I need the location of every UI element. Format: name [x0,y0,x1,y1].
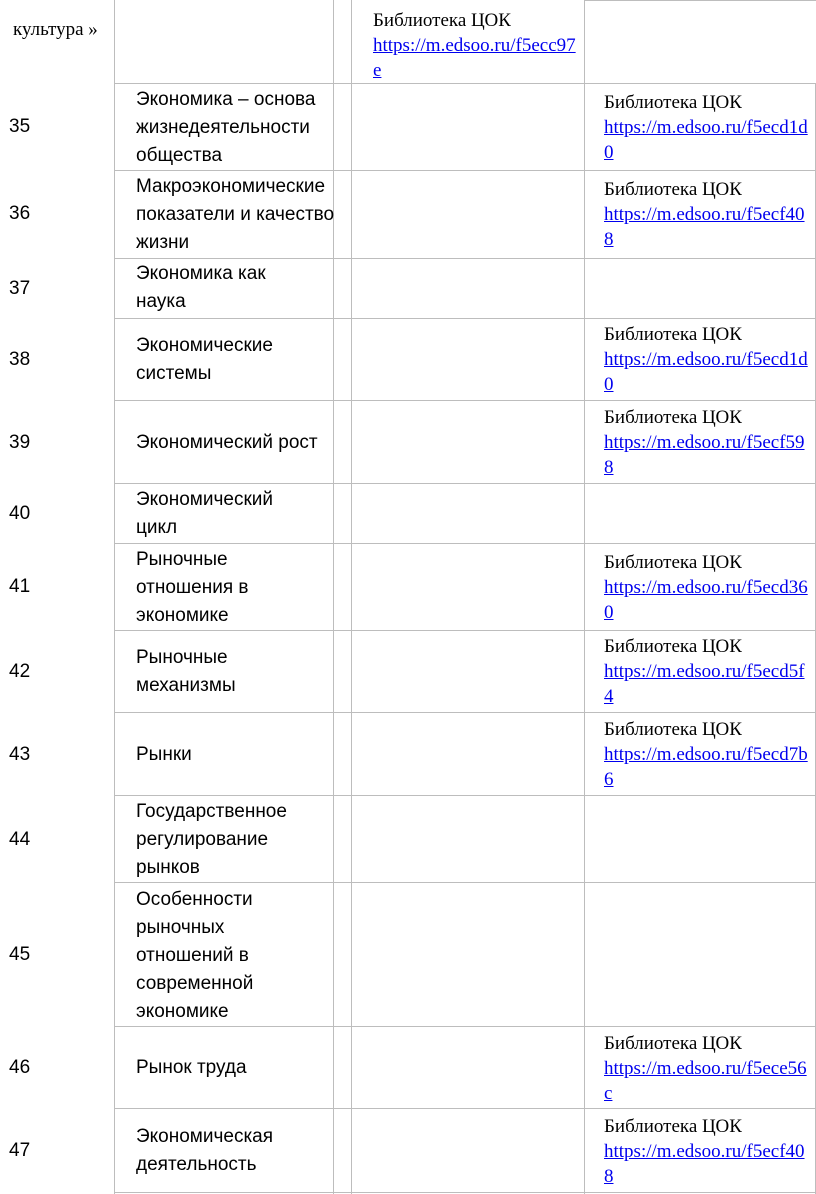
library-cell [604,405,812,480]
library-link[interactable]: https://m.edsoo.ru/f5ecf408 [604,204,805,250]
library-link[interactable]: https://m.edsoo.ru/f5ecd7b6 [604,744,808,790]
library-link[interactable]: https://m.edsoo.ru/f5ecc97e [373,35,576,81]
library-cell [604,717,812,792]
library-cell [604,634,812,709]
row-border [114,543,816,544]
column-border [351,0,352,1194]
library-title: Библиотека ЦОК [604,1033,742,1054]
row-border [114,630,816,631]
library-cell [604,550,812,625]
library-title: Библиотека ЦОК [604,636,742,657]
row-border [114,882,816,883]
library-title: Библиотека ЦОК [604,719,742,740]
library-link[interactable]: https://m.edsoo.ru/f5ecf408 [604,1141,805,1187]
library-link[interactable]: https://m.edsoo.ru/f5ecd5f4 [604,661,805,707]
row-border [114,795,816,796]
row-border [114,400,816,401]
row-border [114,1192,816,1193]
row-topic: Экономические системы [136,335,273,384]
library-link[interactable]: https://m.edsoo.ru/f5ecf598 [604,432,805,478]
row-number: 36 [9,203,31,224]
library-cell [604,1031,812,1106]
row-topic: Экономический рост [136,432,318,453]
row-number: 35 [9,116,31,137]
row-topic: Экономика как наука [136,263,266,312]
row-topic: Макроэкономические показатели и качество жизни [136,176,335,253]
library-link[interactable]: https://m.edsoo.ru/f5ece56c [604,1058,807,1104]
library-link[interactable]: https://m.edsoo.ru/f5ecd360 [604,577,808,623]
row-border [114,318,816,319]
row-topic: Государственное регулирование рынков [136,801,287,878]
row-topic: Особенности рыночных отношений в современной экономике [136,889,254,1022]
library-title: Библиотека ЦОК [604,407,742,428]
row-number: 47 [9,1140,31,1161]
library-title: Библиотека ЦОК [604,1116,742,1137]
library-cell [604,90,812,165]
continued-topic-text: культура » [13,19,98,40]
row-border [114,83,816,84]
row-topic: Экономика – основа жизнедеятельности общества [136,89,316,166]
row-number: 43 [9,744,31,765]
row-number: 37 [9,278,31,299]
row-number: 38 [9,349,31,370]
row-border [114,1026,816,1027]
library-cell [604,177,812,252]
library-link[interactable]: https://m.edsoo.ru/f5ecd1d0 [604,349,808,395]
column-border [584,0,585,1194]
library-title: Библиотека ЦОК [373,10,511,31]
row-number: 39 [9,432,31,453]
library-cell [373,8,578,83]
row-border [114,258,816,259]
library-title: Библиотека ЦОК [604,92,742,113]
row-topic: Рыночные механизмы [136,647,236,696]
row-number: 42 [9,661,31,682]
row-border [114,483,816,484]
row-topic: Рынок труда [136,1057,247,1078]
library-title: Библиотека ЦОК [604,179,742,200]
column-border [114,0,115,1194]
row-number: 41 [9,576,31,597]
row-number: 40 [9,503,31,524]
row-number: 45 [9,944,31,965]
row-number: 46 [9,1057,31,1078]
row-border [584,0,816,1]
row-topic: Экономический цикл [136,489,273,538]
row-topic: Рынки [136,744,192,765]
row-border [114,712,816,713]
library-cell [604,1114,812,1189]
library-title: Библиотека ЦОК [604,324,742,345]
row-border [114,1108,816,1109]
row-border [114,170,816,171]
row-topic: Экономическая деятельность [136,1126,274,1175]
library-cell [604,322,812,397]
row-number: 44 [9,829,31,850]
library-link[interactable]: https://m.edsoo.ru/f5ecd1d0 [604,117,808,163]
row-topic: Рыночные отношения в экономике [136,549,249,626]
library-title: Библиотека ЦОК [604,552,742,573]
